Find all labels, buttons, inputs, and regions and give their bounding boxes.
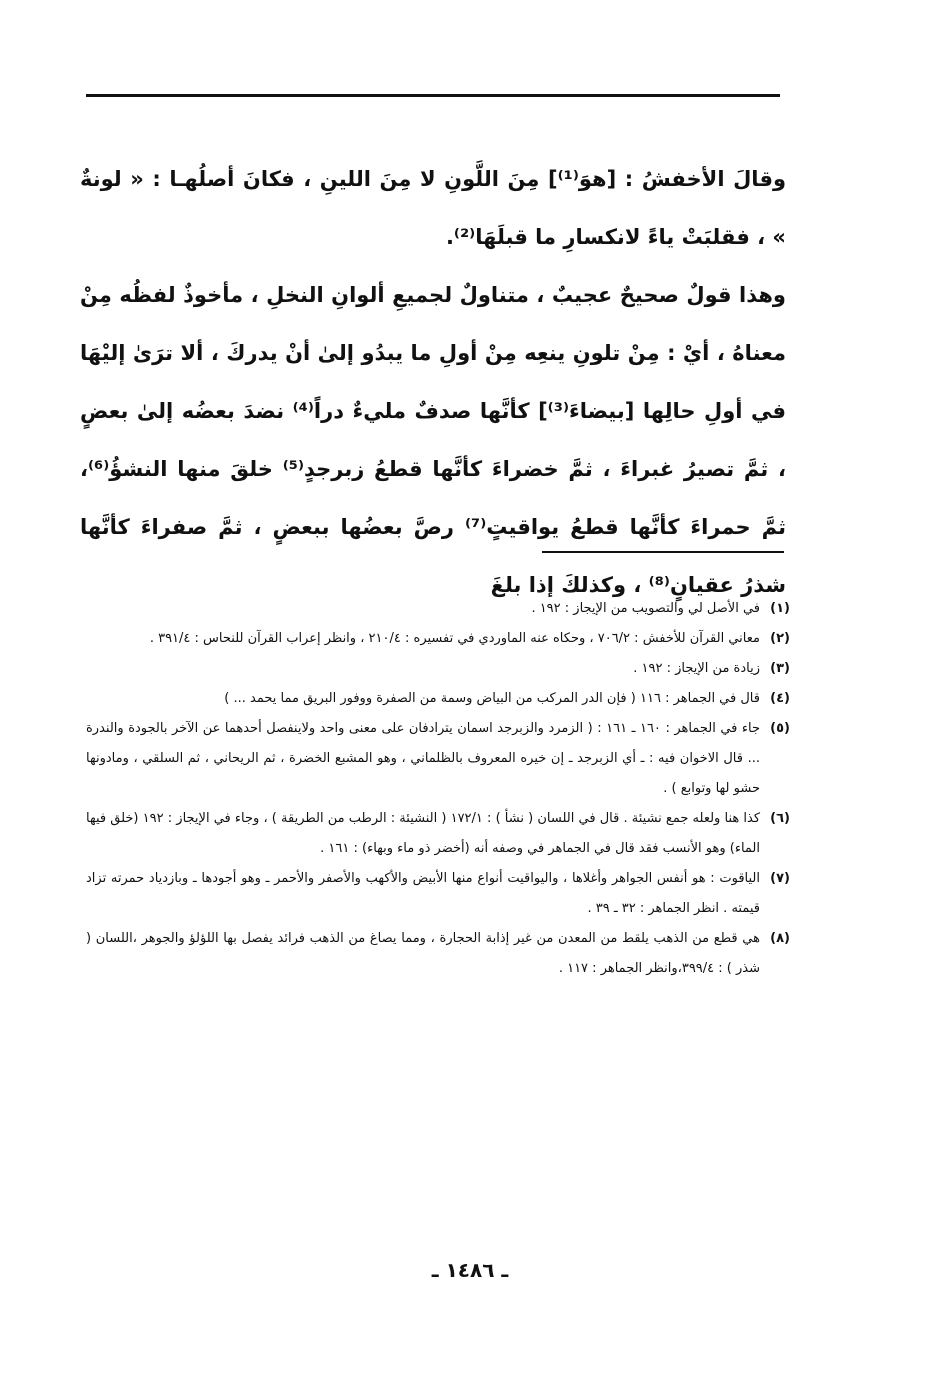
footnote-number: (٣)	[770, 661, 790, 676]
top-divider	[86, 94, 780, 97]
footnote-number: (٨)	[770, 931, 790, 946]
footnote-text: كذا هنا ولعله جمع نشيئة . قال في اللسان ( نشأ ) : ١٧٢/١ ( النشيئة : الرطب من الطريقة ) ، وجاء في الإيجاز : ١٩٢ (خلق فيها الماء) وهو الأنسب فقد قال في الجماهر في وصفه أنه (أخضر ذو ماء وبهاء) : ١٦١ .	[86, 811, 761, 856]
footnote-text: جاء في الجماهر : ١٦٠ ـ ١٦١ : ( الزمرد والزبرجد اسمان يترادفان على معنى واحد ولاينفصل أحدهما عن الآخر بالجودة والندرة ... قال الاخوان فيه : ـ أي الزبرجد ـ إن خيره المعروف بالظلماني ، وهو المشبع الخضرة ، ثم الريحاني ، ثم السلقي ، ومادونها حشو لها وتوابع ) .	[86, 721, 761, 796]
footnote-4	[86, 684, 790, 714]
footnote-text: معاني القرآن للأخفش : ٧٠٦/٢ ، وحكاه عنه الماوردي في تفسيره : ٢١٠/٤ ، وانظر إعراب القرآن للنحاس : ٣٩١/٤ .	[149, 631, 760, 646]
footnotes	[86, 594, 790, 984]
footnote-7	[86, 864, 790, 924]
main-paragraph-1: وقالَ الأخفشُ : [هوَ⁽¹⁾] مِنَ اللَّونِ لا مِنَ اللينِ ، فكانَ أصلُهـا : « لونةٌ » ، فقلبَتْ ياءً لانكسارِ ما قبلَهَا⁽²⁾.	[80, 167, 786, 249]
footnote-text: قال في الجماهر : ١١٦ ( فإن الدر المركب من البياض وسمة من الصفرة ووفور البريق مما يحمد ... )	[224, 691, 760, 706]
footnote-number: (٤)	[770, 691, 790, 706]
footnote-number: (٦)	[770, 811, 790, 826]
footnote-1	[86, 594, 790, 624]
footnote-number: (١)	[770, 601, 790, 616]
footnote-5	[86, 714, 790, 804]
footnote-text: هي قطع من الذهب يلقط من المعدن من غير إذابة الحجارة ، ومما يصاغ من الذهب فرائد يفصل بها اللؤلؤ والجوهر ،اللسان ( شذر ) : ٣٩٩/٤،وانظر الجماهر : ١١٧ .	[86, 931, 760, 976]
footnote-6	[86, 804, 790, 864]
footnote-text: زيادة من الإيجاز : ١٩٢ .	[633, 661, 760, 676]
page-number: ـ ١٤٨٦ ـ	[431, 1258, 509, 1282]
footnote-number: (٧)	[770, 871, 790, 886]
footnote-divider	[542, 551, 784, 553]
footnote-text: الياقوت : هو أنفس الجواهر وأغلاها ، واليواقيت أنواع منها الأبيض والأكهب والأصفر والأحمر ـ وهو أجودها ـ وبازدياد حمرته تزاد قيمته . انظر الجماهر : ٣٢ ـ ٣٩ .	[86, 871, 760, 916]
main-text-body	[80, 150, 786, 614]
footnote-2	[86, 624, 790, 654]
footnote-number: (٢)	[770, 631, 790, 646]
footnote-number: (٥)	[770, 721, 790, 736]
main-paragraph-2: وهذا قولٌ صحيحٌ عجيبٌ ، متناولٌ لجميعِ ألوانِ النخلِ ، مأخوذٌ لفظُه مِنْ معناهُ ، أيْ : مِنْ تلونِ ينعِه مِنْ أولِ ما يبدُو إلىٰ أنْ يدركَ ، ألا ترَىٰ إليْهَا في أولِ حالِها [بيضاءَ⁽³⁾] كأنَّها صدفٌ مليءٌ دراً⁽⁴⁾ نضدَ بعضُه إلىٰ بعضٍ ، ثمَّ تصيرُ غبراءَ ، ثمَّ خضراءَ كأنَّها قطعُ زبرجدٍ⁽⁵⁾ خلقَ منها النشؤُ⁽⁶⁾، ثمَّ حمراءَ كأنَّها قطعُ يواقيتٍ⁽⁷⁾ رصَّ بعضُها ببعضٍ ، ثمَّ صفراءَ كأنَّها شذرُ عقيانٍ⁽⁸⁾ ، وكذلكَ إذا بلغَ	[80, 283, 786, 597]
footnote-text: في الأصل لي والتصويب من الإيجاز : ١٩٢ .	[531, 601, 760, 616]
footnote-8	[86, 924, 790, 984]
footnote-3	[86, 654, 790, 684]
